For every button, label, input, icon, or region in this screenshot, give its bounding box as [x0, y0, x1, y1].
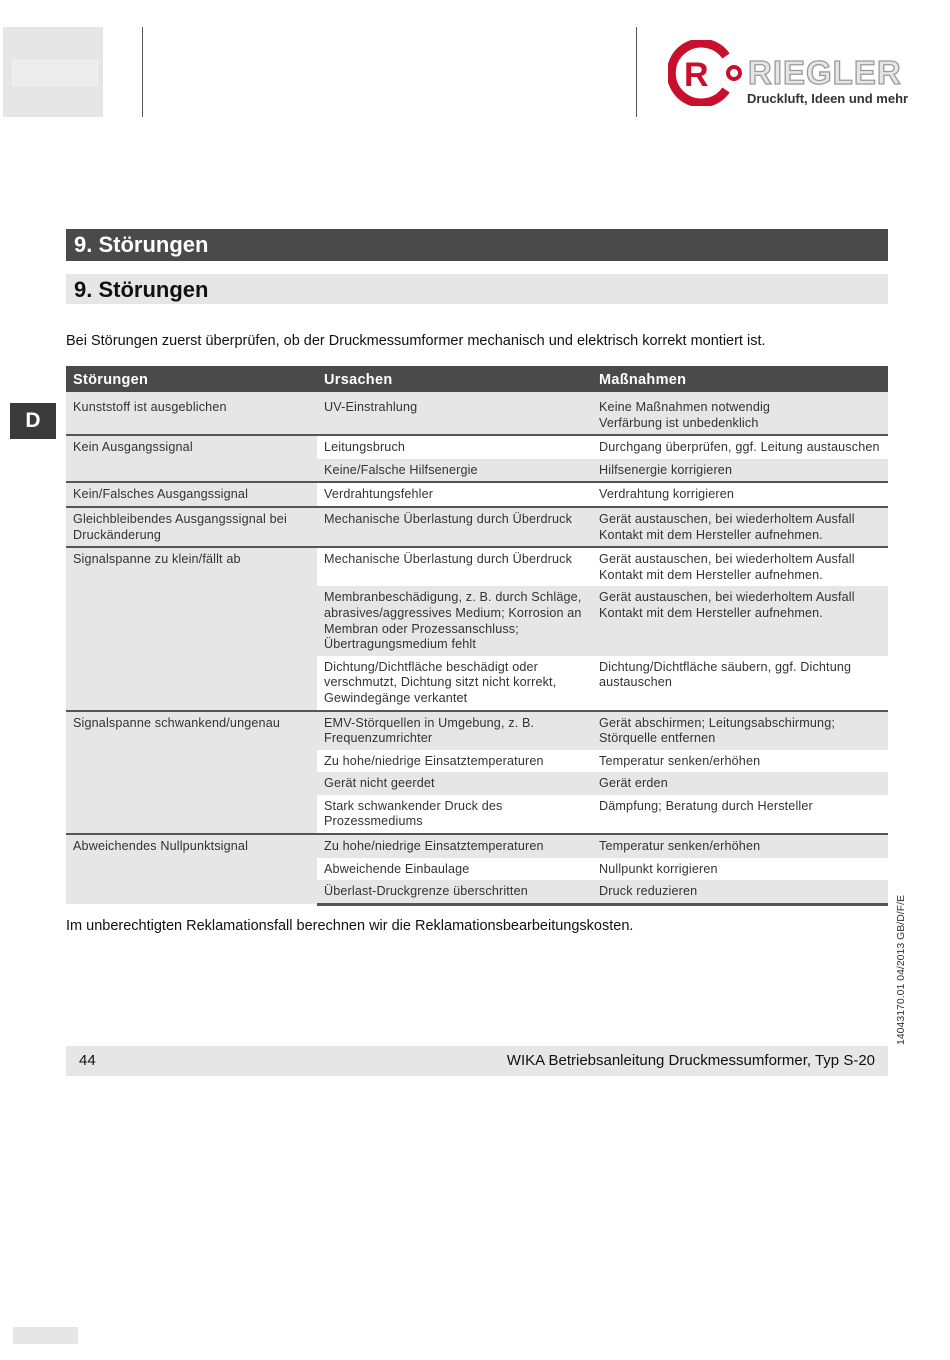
logo-brand-text: RIEGLER: [748, 54, 902, 91]
action-cell: Temperatur senken/erhöhen: [592, 834, 888, 858]
header-massnahmen: Maßnahmen: [592, 366, 888, 394]
riegler-logo-icon: [668, 40, 748, 106]
action-cell: Temperatur senken/erhöhen: [592, 750, 888, 773]
problem-cell: Signalspanne zu klein/fällt ab: [66, 547, 317, 710]
problem-cell: Abweichendes Nullpunktsignal: [66, 834, 317, 904]
cause-cell: Zu hohe/niedrige Einsatztemperaturen: [317, 834, 592, 858]
document-code: 14043170.01 04/2013 GB/D/F/E: [895, 894, 907, 1045]
cause-cell: Abweichende Einbaulage: [317, 858, 592, 881]
header-divider-left: [142, 27, 143, 117]
cause-cell: Leitungsbruch: [317, 435, 592, 459]
action-cell: Verdrahtung korrigieren: [592, 482, 888, 507]
header-ursachen: Ursachen: [317, 366, 592, 394]
cause-cell: Stark schwankender Druck des Prozessmediums: [317, 795, 592, 834]
complaint-note: Im unberechtigten Reklamationsfall berechnen wir die Reklamationsbearbeitungskosten.: [66, 918, 634, 934]
cause-cell: Membranbeschädigung, z. B. durch Schläge, abrasives/aggressives Medium; Korrosion an Membran oder Prozessanschluss; Übertragungsmedium fehlt: [317, 586, 592, 655]
footer-title: WIKA Betriebsanleitung Druckmessumformer, Typ S-20: [506, 1052, 875, 1069]
cause-cell: Verdrahtungsfehler: [317, 482, 592, 507]
cause-cell: Mechanische Überlastung durch Überdruck: [317, 547, 592, 586]
action-cell: Hilfsenergie korrigieren: [592, 459, 888, 483]
page-number: 44: [79, 1052, 96, 1069]
problem-cell: Kein Ausgangssignal: [66, 435, 317, 482]
problem-cell: Kein/Falsches Ausgangssignal: [66, 482, 317, 507]
problem-cell: Signalspanne schwankend/ungenau: [66, 711, 317, 835]
table-row: [66, 482, 888, 507]
table-row: [66, 435, 888, 459]
header-stoerungen: Störungen: [66, 366, 317, 394]
table-header-row: [66, 366, 888, 394]
cause-cell: Dichtung/Dichtfläche beschädigt oder verschmutzt, Dichtung sitzt nicht korrekt, Gewindegänge verkantet: [317, 656, 592, 711]
problem-cell: Kunststoff ist ausgeblichen: [66, 394, 317, 435]
bottom-gray-block: [13, 1327, 78, 1344]
troubleshooting-table: [66, 366, 888, 906]
action-cell: Gerät austauschen, bei wiederholtem Ausfall Kontakt mit dem Hersteller aufnehmen.: [592, 547, 888, 586]
cause-cell: UV-Einstrahlung: [317, 394, 592, 435]
cause-cell: Gerät nicht geerdet: [317, 772, 592, 795]
action-cell: Keine Maßnahmen notwendig Verfärbung ist unbedenklich: [592, 394, 888, 435]
action-cell: Gerät erden: [592, 772, 888, 795]
section-title-dark: 9. Störungen: [66, 229, 888, 261]
action-cell: Gerät austauschen, bei wiederholtem Ausfall Kontakt mit dem Hersteller aufnehmen.: [592, 586, 888, 655]
table-row: [66, 507, 888, 547]
action-cell: Druck reduzieren: [592, 880, 888, 904]
cause-cell: Mechanische Überlastung durch Überdruck: [317, 507, 592, 547]
action-cell: Dichtung/Dichtfläche säubern, ggf. Dichtung austauschen: [592, 656, 888, 711]
problem-cell: Gleichbleibendes Ausgangssignal bei Druckänderung: [66, 507, 317, 547]
table-row: [66, 834, 888, 858]
action-cell: Dämpfung; Beratung durch Hersteller: [592, 795, 888, 834]
svg-text:R: R: [684, 56, 709, 94]
cause-cell: Keine/Falsche Hilfsenergie: [317, 459, 592, 483]
action-cell: Nullpunkt korrigieren: [592, 858, 888, 881]
table-body: [66, 394, 888, 904]
action-cell: Gerät abschirmen; Leitungsabschirmung; Störquelle entfernen: [592, 711, 888, 750]
header-divider-right: [636, 27, 637, 117]
action-cell: Gerät austauschen, bei wiederholtem Ausfall Kontakt mit dem Hersteller aufnehmen.: [592, 507, 888, 547]
header-gray-inset: [12, 60, 98, 86]
action-cell: Durchgang überprüfen, ggf. Leitung austauschen: [592, 435, 888, 459]
cause-cell: Überlast-Druckgrenze überschritten: [317, 880, 592, 904]
table-row: [66, 711, 888, 750]
table-row: [66, 547, 888, 586]
cause-cell: Zu hohe/niedrige Einsatztemperaturen: [317, 750, 592, 773]
language-tab: D: [10, 403, 56, 439]
intro-text: Bei Störungen zuerst überprüfen, ob der Druckmessumformer mechanisch und elektrisch korrekt montiert ist.: [66, 333, 766, 349]
table-row: [66, 394, 888, 435]
logo-tagline: Druckluft, Ideen und mehr: [747, 91, 909, 106]
cause-cell: EMV-Störquellen in Umgebung, z. B. Frequenzumrichter: [317, 711, 592, 750]
section-title-light: 9. Störungen: [66, 274, 888, 304]
